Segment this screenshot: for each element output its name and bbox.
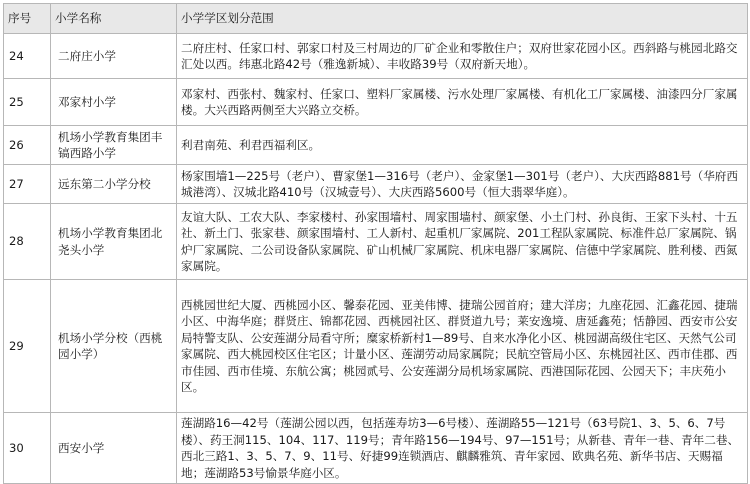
school-name: 机场小学教育集团北尧头小学: [51, 204, 177, 280]
school-name: 二府庄小学: [51, 34, 177, 79]
row-number: 25: [4, 79, 51, 126]
table-header-row: [4, 4, 748, 34]
school-name: 西安小学: [51, 413, 177, 484]
district-range: 二府庄村、任家口村、郭家口村及三村周边的厂矿企业和零散住户；双府世家花园小区。西斜路与桃园北路交汇处以西。纬惠北路42号（雅逸新城）、丰收路39号（双府新天地）。: [177, 34, 748, 79]
table-row: [4, 204, 748, 280]
table-row: [4, 413, 748, 484]
header-school-name: 小学名称: [51, 4, 177, 34]
school-name: 机场小学教育集团丰镐西路小学: [51, 126, 177, 165]
district-range: 利君南苑、利君西福利区。: [177, 126, 748, 165]
row-number: 30: [4, 413, 51, 484]
header-number: 序号: [4, 4, 51, 34]
school-name: 机场小学分校（西桃园小学）: [51, 280, 177, 413]
row-number: 29: [4, 280, 51, 413]
school-name: 远东第二小学分校: [51, 165, 177, 204]
row-number: 27: [4, 165, 51, 204]
district-range: 莲湖路16—42号（莲湖公园以西，包括莲寿坊3—6号楼）、莲湖路55—121号（63号院1、3、5、6、7号楼）、药王洞115、104、117、119号；青年路156—194号、97—151号；从新巷、青年一巷、青年二巷、西北三路1、3、5、7、9、11号、好捷99连锁酒店、麒麟雅筑、青年家园、欧典名苑、新华书店、天赐福地；莲湖路53号愉景华庭小区。: [177, 413, 748, 484]
row-number: 28: [4, 204, 51, 280]
row-number: 26: [4, 126, 51, 165]
district-range: 友谊大队、工农大队、李家楼村、孙家围墙村、周家围墙村、颜家堡、小土门村、孙良街、王家下头村、十五社、新土门、张家巷、颜家围墙村、工人新村、起重机厂家属院、201工程队家属院、标准件总厂家属院、锅炉厂家属院、二公司设备队家属院、矿山机械厂家属院、机床电器厂家属院、信德中学家属院、胜利楼、西氮家属院。: [177, 204, 748, 280]
row-number: 24: [4, 34, 51, 79]
school-district-table: [3, 3, 748, 484]
table-row: [4, 126, 748, 165]
table-row: [4, 34, 748, 79]
district-range: 杨家围墙1—225号（老户）、曹家堡1—316号（老户）、金家堡1—301号（老户）、大庆西路881号（华府西城港湾）、汉城北路410号（汉城壹号）、大庆西路5600号（恒大翡翠华庭）。: [177, 165, 748, 204]
school-name: 邓家村小学: [51, 79, 177, 126]
table-row: [4, 280, 748, 413]
table-row: [4, 165, 748, 204]
district-range: 邓家村、西张村、魏家村、任家口、塑料厂家属楼、污水处理厂家属楼、有机化工厂家属楼、油漆四分厂家属楼。大兴西路两侧至大兴路立交桥。: [177, 79, 748, 126]
district-range: 西桃园世纪大厦、西桃园小区、馨泰花园、亚美伟博、捷瑞公园首府；建大洋房；九座花园、汇鑫花园、捷瑞小区、中海华庭；群贤庄、锦都花园、西桃园社区、群贤道九号；莱安逸境、唐延鑫苑；恬静园、西安市公安局特警支队、公安莲湖分局看守所；糜家桥新村1—89号、自来水净化小区、桃园湖高级住宅区、天然气公司家属院、西大桃园校区住宅区；计量小区、莲湖劳动局家属院；民航空管局小区、东桃园社区、西市佳郡、西市佳园、西市佳境、东航公寓；桃园贰号、公安莲湖分局机场家属院、西港国际花园、公园天下；丰庆苑小区。: [177, 280, 748, 413]
header-district-range: 小学学区划分范围: [177, 4, 748, 34]
table-row: [4, 79, 748, 126]
